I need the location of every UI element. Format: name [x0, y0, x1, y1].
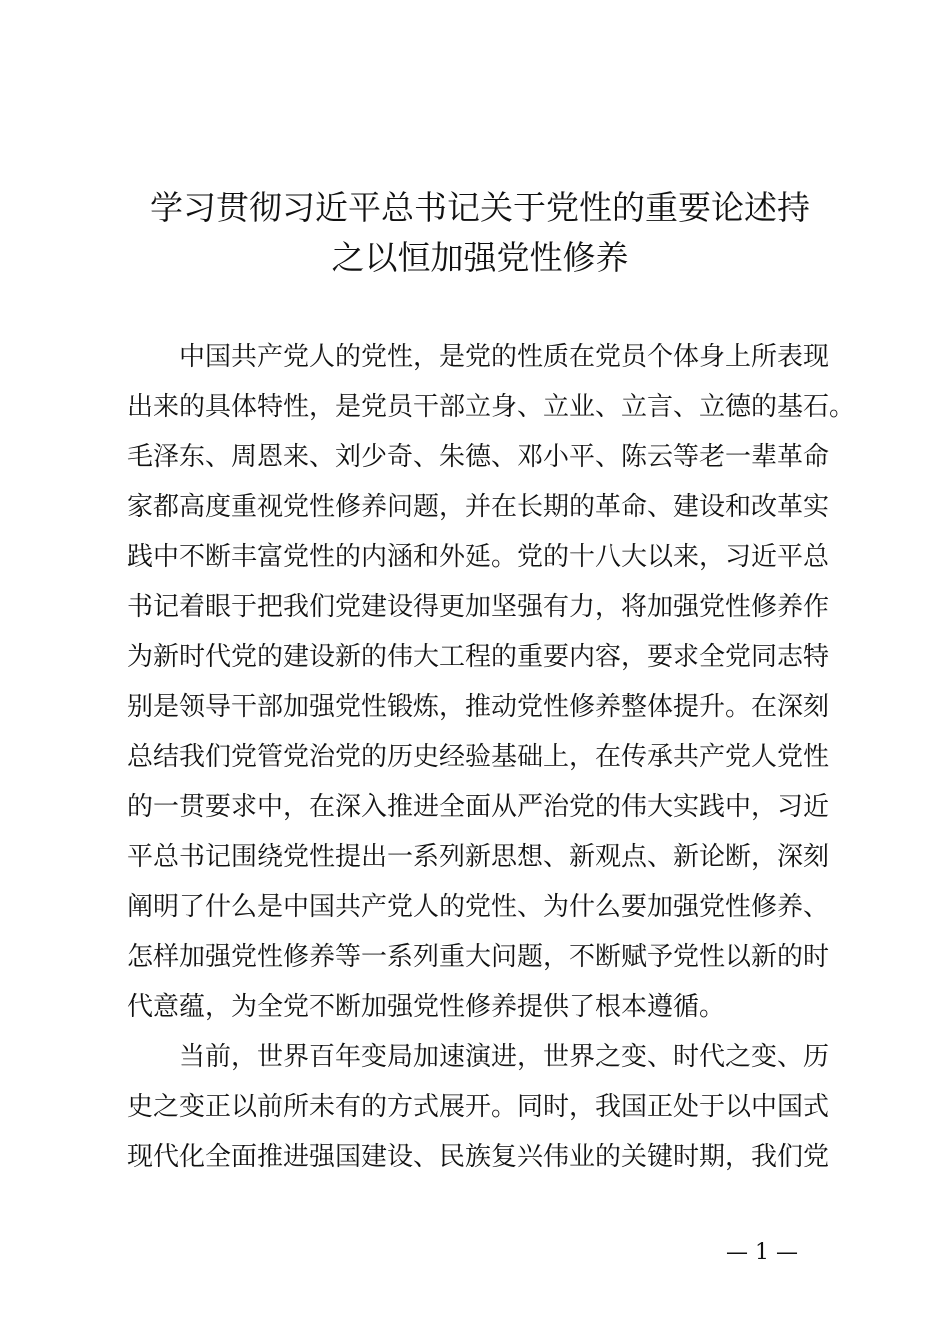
body-line: 怎样加强党性修养等一系列重大问题，不断赋予党性以新的时: [127, 942, 830, 972]
body-line: 史之变正以前所未有的方式展开。同时，我国正处于以中国式: [127, 1092, 830, 1122]
body-line: 代意蕴，为全党不断加强党性修养提供了根本遵循。: [127, 992, 726, 1022]
body-line: 的一贯要求中，在深入推进全面从严治党的伟大实践中，习近: [127, 792, 830, 822]
body-line: 出来的具体特性，是党员干部立身、立业、立言、立德的基石。: [127, 392, 856, 422]
body-line: 阐明了什么是中国共产党人的党性、为什么要加强党性修养、: [127, 892, 830, 922]
document-title-line-2: 之以恒加强党性修养: [331, 238, 629, 277]
body-line: 当前，世界百年变局加速演进，世界之变、时代之变、历: [179, 1042, 830, 1072]
page-number: — 1 —: [726, 1240, 798, 1265]
body-line: 书记着眼于把我们党建设得更加坚强有力，将加强党性修养作: [127, 592, 830, 622]
body-line: 总结我们党管党治党的历史经验基础上，在传承共产党人党性: [127, 742, 830, 772]
body-line: 为新时代党的建设新的伟大工程的重要内容，要求全党同志特: [127, 642, 830, 672]
body-line: 别是领导干部加强党性锻炼，推动党性修养整体提升。在深刻: [127, 692, 830, 722]
body-line: 现代化全面推进强国建设、民族复兴伟业的关键时期，我们党: [127, 1142, 830, 1172]
body-line: 家都高度重视党性修养问题，并在长期的革命、建设和改革实: [127, 492, 830, 522]
document-title-line-1: 学习贯彻习近平总书记关于党性的重要论述持: [150, 188, 810, 227]
body-line: 毛泽东、周恩来、刘少奇、朱德、邓小平、陈云等老一辈革命: [127, 442, 830, 472]
body-line: 践中不断丰富党性的内涵和外延。党的十八大以来，习近平总: [127, 542, 830, 572]
body-line: 中国共产党人的党性，是党的性质在党员个体身上所表现: [179, 342, 830, 372]
body-line: 平总书记围绕党性提出一系列新思想、新观点、新论断，深刻: [127, 842, 830, 872]
